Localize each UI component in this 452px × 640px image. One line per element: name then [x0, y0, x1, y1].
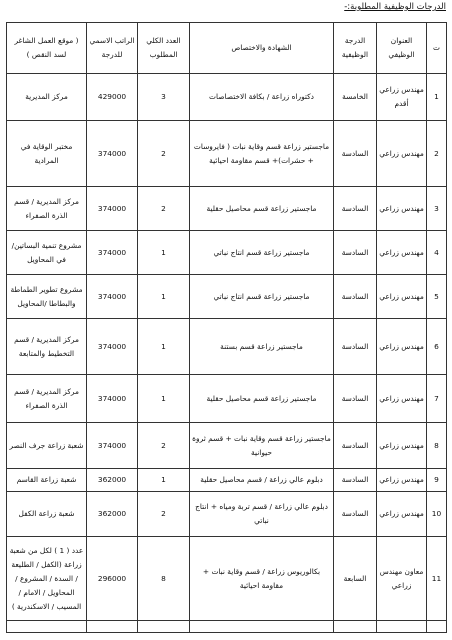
cell-no: 7 [427, 375, 447, 423]
cell-location: مركز المديرية / قسم الذرة الصفراء [7, 187, 87, 231]
cell-count: 1 [138, 375, 190, 423]
cell-location: مركز المديرية [7, 74, 87, 121]
cell-grade: السادسة [334, 231, 377, 275]
cell-count: 2 [138, 187, 190, 231]
cell-location: مركز المديرية / قسم الذرة الصفراء [7, 375, 87, 423]
cell-qualification: ماجستير زراعة قسم انتاج نباتي [190, 275, 334, 319]
cell-salary: 296000 [87, 537, 138, 621]
cell-title: مهندس زراعي [377, 375, 427, 423]
cell-count: 3 [138, 74, 190, 121]
cell-count: 1 [138, 231, 190, 275]
cell-qualification: بكالوريوس زراعة / قسم وقاية نبات + مقاومة احيائية [190, 537, 334, 621]
cell-count: 1 [138, 319, 190, 375]
cell-no: 3 [427, 187, 447, 231]
cell-qualification: ماجستير زراعة قسم بستنة [190, 319, 334, 375]
cell-grade: السادسة [334, 121, 377, 187]
cell-grade: السادسة [334, 423, 377, 469]
cell-grade [334, 621, 377, 633]
table-row [7, 621, 447, 633]
cell-no: 4 [427, 231, 447, 275]
cell-no: 1 [427, 74, 447, 121]
cell-salary: 374000 [87, 319, 138, 375]
cell-salary: 429000 [87, 74, 138, 121]
header-count: العدد الكلي المطلوب [138, 23, 190, 74]
cell-location: شعبة زراعة جرف النصر [7, 423, 87, 469]
cell-salary: 374000 [87, 423, 138, 469]
cell-no: 6 [427, 319, 447, 375]
cell-qualification: دبلوم عالي زراعة / قسم تربة ومياه + انتاج نباتي [190, 492, 334, 537]
cell-count [138, 621, 190, 633]
cell-no: 8 [427, 423, 447, 469]
cell-count: 2 [138, 423, 190, 469]
cell-grade: السادسة [334, 319, 377, 375]
table-row [7, 319, 447, 375]
cell-location: عدد ( 1 ) لكل من شعبة زراعة (الكفل / الطليعة / السدة / المشروع / المحاويل / الامام / المسيب / الاسكندرية ) [7, 537, 87, 621]
table-row [7, 231, 447, 275]
page-heading: الدرجات الوظيفية المطلوبة:- [344, 2, 446, 12]
cell-title: معاون مهندس زراعي [377, 537, 427, 621]
cell-location [7, 621, 87, 633]
header-no: ت [427, 23, 447, 74]
cell-salary: 362000 [87, 469, 138, 492]
cell-no: 5 [427, 275, 447, 319]
cell-grade: السادسة [334, 469, 377, 492]
cell-qualification: ماجستير زراعة قسم انتاج نباتي [190, 231, 334, 275]
cell-no: 10 [427, 492, 447, 537]
jobs-table [6, 22, 447, 633]
cell-title: مهندس زراعي [377, 231, 427, 275]
cell-location: شعبة زراعة القاسم [7, 469, 87, 492]
cell-count: 8 [138, 537, 190, 621]
cell-location: مشروع تطوير الطماطة والبطاطا /المحاويل [7, 275, 87, 319]
cell-title: مهندس زراعي [377, 121, 427, 187]
cell-grade: الخامسة [334, 74, 377, 121]
header-location: ( موقع العمل الشاغر لسد النقص ) [7, 23, 87, 74]
cell-count: 2 [138, 121, 190, 187]
cell-salary: 374000 [87, 375, 138, 423]
table-row [7, 121, 447, 187]
header-grade: الدرجة الوظيفية [334, 23, 377, 74]
cell-title: مهندس زراعي [377, 187, 427, 231]
cell-qualification: ماجستير زراعة قسم وقاية نبات ( فايروسات + حشرات)+ قسم مقاومة احيائية [190, 121, 334, 187]
table-row [7, 187, 447, 231]
cell-location: شعبة زراعة الكفل [7, 492, 87, 537]
cell-no [427, 621, 447, 633]
table-header-row [7, 23, 447, 74]
cell-count: 2 [138, 492, 190, 537]
header-qualification: الشهادة والاختصاص [190, 23, 334, 74]
cell-title: مهندس زراعي [377, 275, 427, 319]
cell-count: 1 [138, 469, 190, 492]
cell-salary: 374000 [87, 187, 138, 231]
cell-grade: السابعة [334, 537, 377, 621]
cell-location: مشروع تنمية البساتين/ في المحاويل [7, 231, 87, 275]
cell-title: مهندس زراعي أقدم [377, 74, 427, 121]
cell-count: 1 [138, 275, 190, 319]
cell-qualification [190, 621, 334, 633]
cell-no: 11 [427, 537, 447, 621]
cell-title: مهندس زراعي [377, 469, 427, 492]
table-row [7, 469, 447, 492]
cell-qualification: ماجستير زراعة قسم محاصيل حقلية [190, 375, 334, 423]
cell-no: 9 [427, 469, 447, 492]
table-row [7, 275, 447, 319]
cell-title: مهندس زراعي [377, 423, 427, 469]
cell-grade: السادسة [334, 375, 377, 423]
cell-salary [87, 621, 138, 633]
cell-no: 2 [427, 121, 447, 187]
cell-salary: 362000 [87, 492, 138, 537]
header-salary: الراتب الاسمي للدرجة [87, 23, 138, 74]
cell-title: مهندس زراعي [377, 319, 427, 375]
table-row [7, 375, 447, 423]
table-row [7, 492, 447, 537]
cell-qualification: ماجستير زراعة قسم وقاية نبات + قسم ثروة حيوانية [190, 423, 334, 469]
cell-salary: 374000 [87, 121, 138, 187]
cell-title [377, 621, 427, 633]
cell-location: مركز المديرية / قسم التخطيط والمتابعة [7, 319, 87, 375]
cell-title: مهندس زراعي [377, 492, 427, 537]
table-row [7, 423, 447, 469]
cell-salary: 374000 [87, 231, 138, 275]
cell-salary: 374000 [87, 275, 138, 319]
table-row [7, 74, 447, 121]
cell-grade: السادسة [334, 275, 377, 319]
cell-qualification: دبلوم عالي زراعة / قسم محاصيل حقلية [190, 469, 334, 492]
cell-grade: السادسة [334, 187, 377, 231]
cell-qualification: دكتوراه زراعة / بكافة الاختصاصات [190, 74, 334, 121]
cell-location: مختبر الوقاية في المرادية [7, 121, 87, 187]
cell-qualification: ماجستير زراعة قسم محاصيل حقلية [190, 187, 334, 231]
table-row [7, 537, 447, 621]
cell-grade: السادسة [334, 492, 377, 537]
header-title: العنوان الوظيفي [377, 23, 427, 74]
